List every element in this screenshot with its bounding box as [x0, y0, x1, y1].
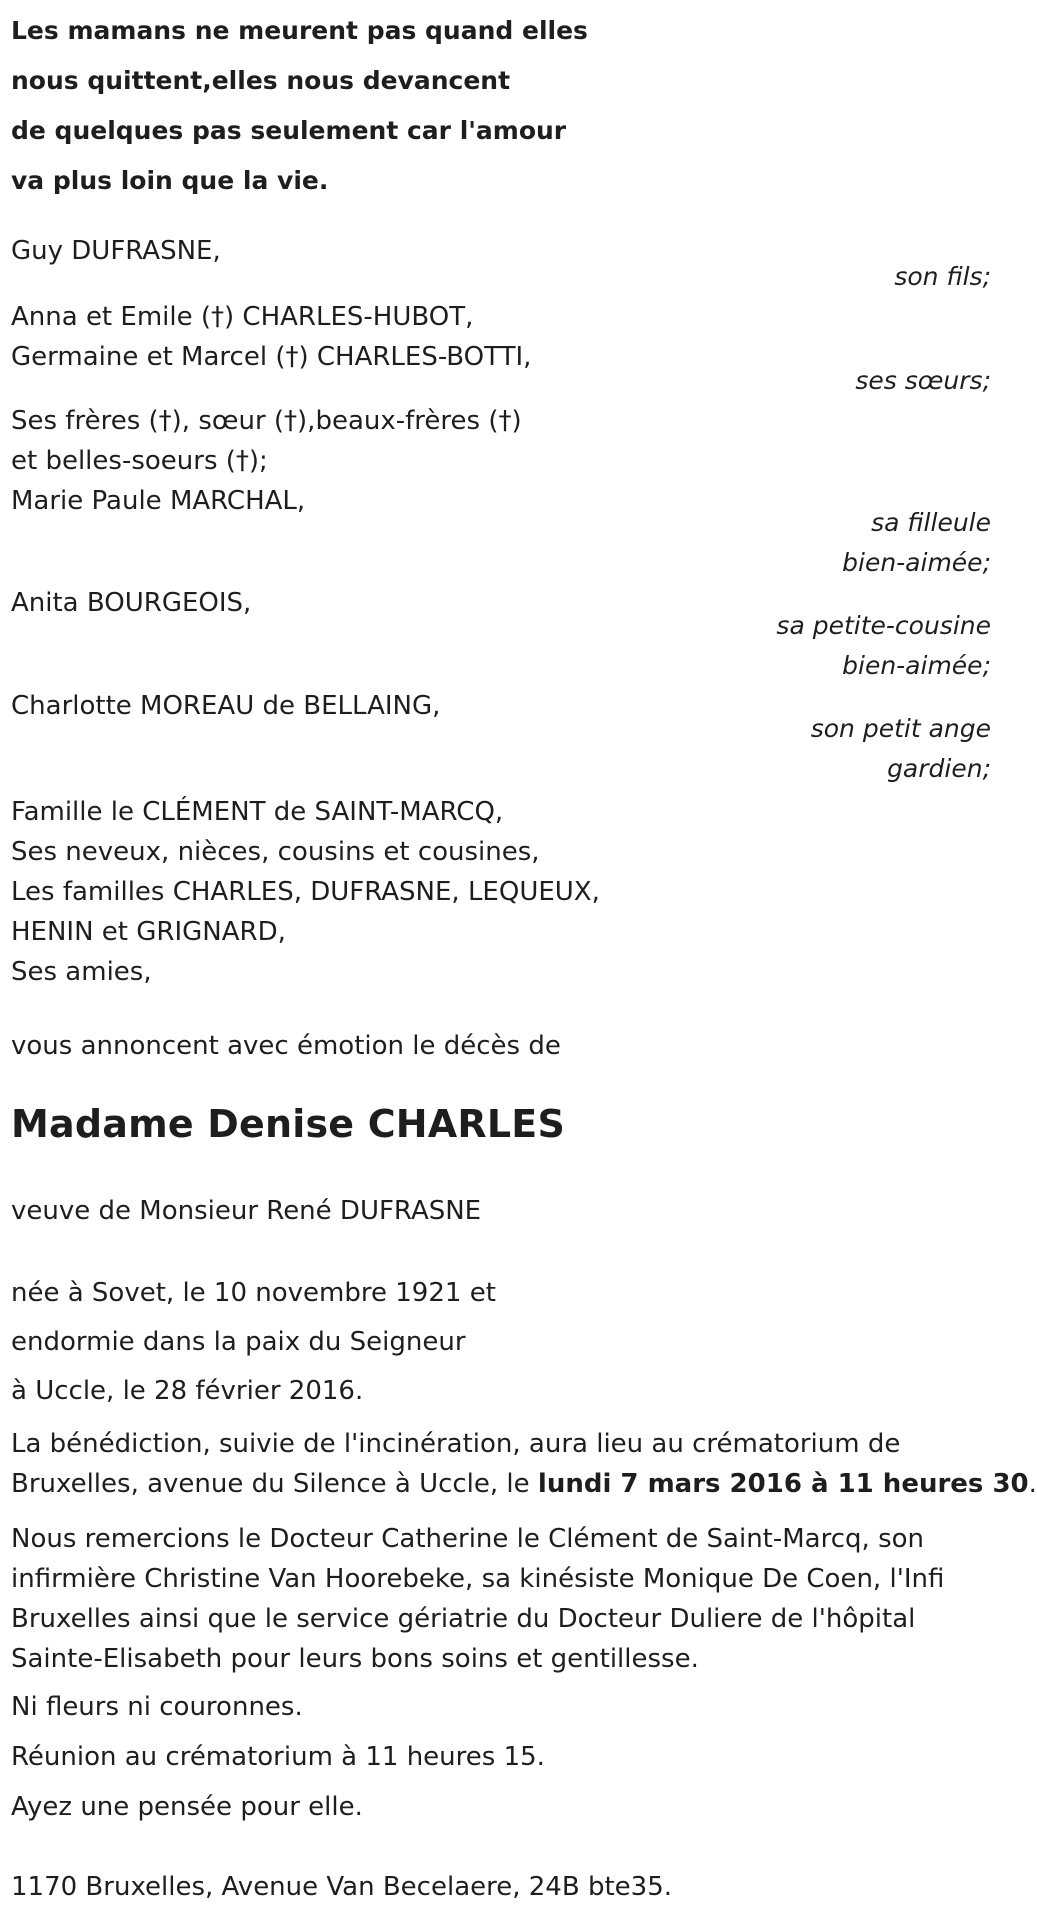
poem-line: nous quittent,elles nous devancent	[11, 66, 511, 95]
role-goddaughter	[842, 503, 991, 583]
family-member-anita: Anita BOURGEOIS,	[11, 588, 252, 618]
poem	[11, 6, 631, 206]
family-sisters	[11, 297, 991, 377]
role-sisters: ses sœurs;	[855, 366, 991, 395]
family-member-guy: Guy DUFRASNE,	[11, 236, 221, 266]
family-others-line: Ses neveux, nièces, cousins et cousines,	[11, 837, 540, 867]
widow-of: veuve de Monsieur René DUFRASNE	[11, 1196, 482, 1226]
announcement: vous annoncent avec émotion le décès de	[11, 1031, 561, 1061]
role-line: bien-aimée;	[842, 548, 991, 577]
no-flowers: Ni fleurs ni couronnes.	[11, 1692, 303, 1722]
family-sisters-line: Germaine et Marcel (†) CHARLES-BOTTI,	[11, 342, 532, 372]
role-line: bien-aimée;	[842, 651, 991, 680]
birth-info: née à Sovet, le 10 novembre 1921 et	[11, 1278, 496, 1308]
role-cousin	[776, 606, 991, 686]
family-member-marie: Marie Paule MARCHAL,	[11, 486, 306, 516]
role-guardian-angel	[811, 709, 991, 789]
family-others-line: Ses amies,	[11, 957, 152, 987]
role-son: son fils;	[894, 262, 991, 291]
family-sisters-line: Anna et Emile (†) CHARLES-HUBOT,	[11, 302, 474, 332]
family-siblings-line: et belles-soeurs (†);	[11, 446, 268, 476]
death-info-line: à Uccle, le 28 février 2016.	[11, 1376, 364, 1406]
family-others-line: Famille le CLÉMENT de SAINT-MARCQ,	[11, 797, 504, 827]
thanks-paragraph	[11, 1519, 996, 1679]
poem-line: va plus loin que la vie.	[11, 166, 329, 195]
ceremony-line: La bénédiction, suivie de l'incinération, aura lieu au crématorium de	[11, 1429, 901, 1459]
deceased-name: Madame Denise CHARLES	[11, 1102, 566, 1146]
thanks-line: Nous remercions le Docteur Catherine le Clément de Saint-Marcq, son	[11, 1524, 924, 1554]
family-others-line: HENIN et GRIGNARD,	[11, 917, 286, 947]
ceremony-info	[11, 1424, 1037, 1504]
family-others-line: Les familles CHARLES, DUFRASNE, LEQUEUX,	[11, 877, 600, 907]
address: 1170 Bruxelles, Avenue Van Becelaere, 24B bte35.	[11, 1872, 672, 1902]
thanks-line: Bruxelles ainsi que le service gériatrie du Docteur Duliere de l'hôpital	[11, 1604, 916, 1634]
role-line: son petit ange	[810, 714, 991, 743]
poem-line: Les mamans ne meurent pas quand elles	[11, 16, 588, 45]
role-line: sa filleule	[871, 508, 991, 537]
family-siblings-line: Ses frères (†), sœur (†),beaux-frères (†)	[11, 406, 522, 436]
meeting-info: Réunion au crématorium à 11 heures 15.	[11, 1742, 545, 1772]
poem-line: de quelques pas seulement car l'amour	[11, 116, 567, 145]
family-others	[11, 792, 991, 992]
ceremony-date: lundi 7 mars 2016 à 11 heures 30	[537, 1469, 1029, 1499]
death-info-line: endormie dans la paix du Seigneur	[11, 1327, 466, 1357]
role-line: gardien;	[887, 754, 991, 783]
ceremony-line	[11, 1464, 1037, 1504]
thanks-line: Sainte-Elisabeth pour leurs bons soins et gentillesse.	[11, 1644, 699, 1674]
thanks-line: infirmière Christine Van Hoorebeke, sa kinésiste Monique De Coen, l'Infi	[11, 1564, 945, 1594]
role-line: sa petite-cousine	[776, 611, 991, 640]
ceremony-period: .	[1028, 1469, 1037, 1499]
thought-line: Ayez une pensée pour elle.	[11, 1792, 363, 1822]
family-member-charlotte: Charlotte MOREAU de BELLAING,	[11, 691, 441, 721]
ceremony-location: Bruxelles, avenue du Silence à Uccle, le	[11, 1469, 538, 1499]
